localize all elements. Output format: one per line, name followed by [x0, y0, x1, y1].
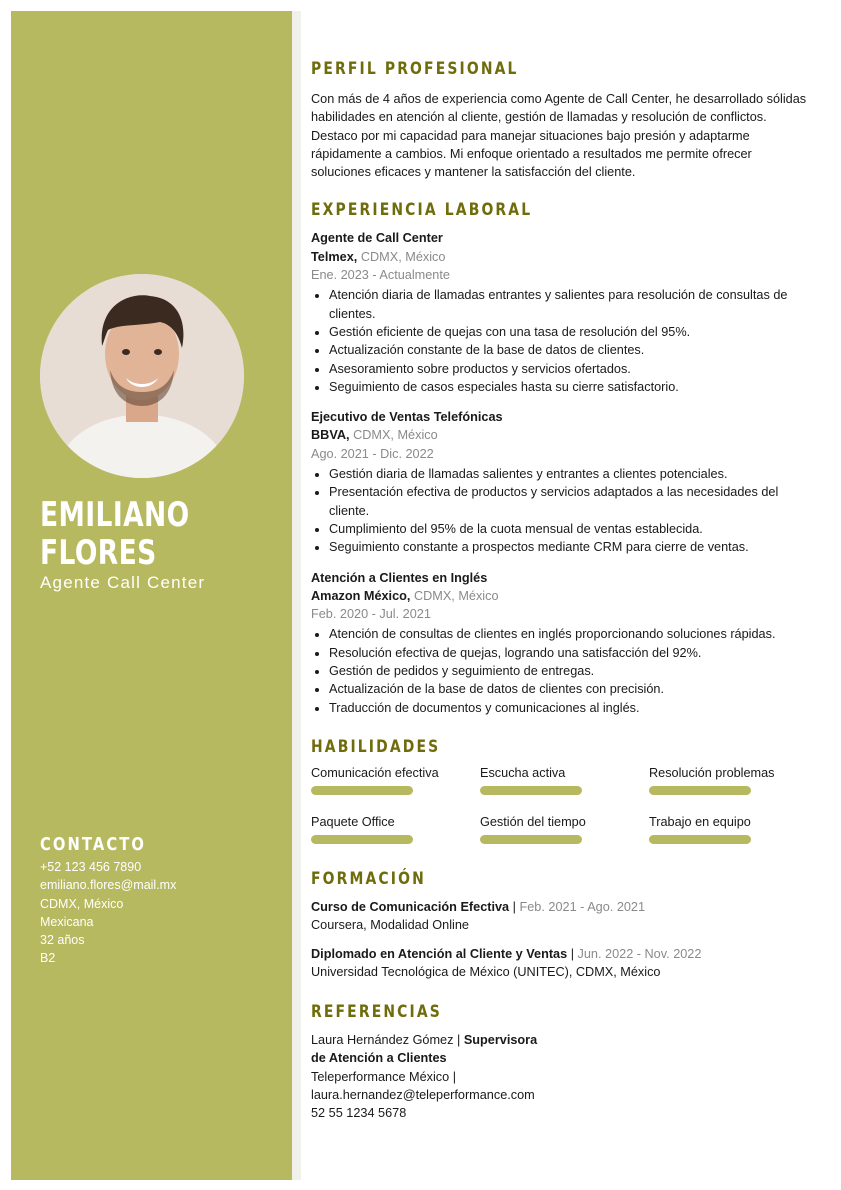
job-bullet: • Seguimiento constante a prospectos mediante CRM para cierre de ventas. [329, 538, 811, 556]
education-course: Diplomado en Atención al Cliente y Ventas [311, 946, 568, 961]
name-line-2: FLORES [40, 533, 157, 573]
experience-title: EXPERIENCIA LABORAL [311, 200, 533, 221]
contact-nationality: Mexicana [40, 914, 94, 929]
job-company-line [311, 587, 811, 605]
profile-photo [40, 274, 244, 478]
reference-phone[interactable]: 52 55 1234 5678 [311, 1106, 407, 1121]
job-location: CDMX, México [360, 249, 446, 264]
job-bullet: • Gestión eficiente de quejas con una tasa de resolución del 95%. [329, 323, 811, 341]
reference-company: Teleperformance México | [311, 1069, 457, 1084]
job-bullet: • Traducción de documentos y comunicaciones al inglés. [329, 699, 811, 717]
skill-item [649, 764, 809, 795]
education-title: FORMACIÓN [311, 868, 426, 889]
job-entry [311, 408, 811, 556]
contact-list [40, 858, 176, 968]
education-separator: | [570, 946, 574, 961]
education-item [311, 898, 811, 935]
job-dates: Ene. 2023 - Actualmente [311, 268, 450, 283]
job-location: CDMX, México [353, 428, 438, 443]
skill-bar [311, 835, 413, 844]
skill-bar [649, 786, 751, 795]
contact-email[interactable]: emiliano.flores@mail.mx [40, 878, 177, 893]
job-bullet: • Cumplimiento del 95% de la cuota mensual de ventas establecida. [329, 520, 811, 538]
skill-label: Gestión del tiempo [480, 814, 586, 829]
education-item [311, 945, 811, 982]
job-company: BBVA, [311, 428, 350, 443]
job-role: Ejecutivo de Ventas Telefónicas [311, 410, 503, 425]
skill-label: Escucha activa [480, 765, 566, 780]
skill-bar [649, 835, 751, 844]
job-entry [311, 569, 811, 717]
job-company-line [311, 426, 811, 444]
main-content [311, 60, 811, 1123]
job-bullets [311, 625, 811, 716]
candidate-name [40, 496, 231, 572]
job-role: Atención a Clientes en Inglés [311, 570, 488, 585]
skill-bar [480, 786, 582, 795]
skill-item [311, 813, 471, 844]
job-company: Telmex, [311, 249, 358, 264]
job-bullet: • Actualización constante de la base de datos de clientes. [329, 341, 811, 359]
job-bullet: • Atención diaria de llamadas entrantes y salientes para resolución de consultas de clientes. [329, 286, 811, 323]
references-title: REFERENCIAS [311, 1002, 442, 1023]
job-role: Agente de Call Center [311, 231, 443, 246]
job-location: CDMX, México [413, 588, 499, 603]
job-bullet: • Presentación efectiva de productos y servicios adaptados a las necesidades del cliente. [329, 483, 811, 520]
job-company-line [311, 248, 811, 266]
name-line-1: EMILIANO [40, 495, 190, 535]
contact-title: CONTACTO [40, 834, 146, 855]
skill-label: Resolución problemas [649, 765, 775, 780]
contact-phone[interactable]: +52 123 456 7890 [40, 860, 142, 874]
education-institution: Coursera, Modalidad Online [311, 918, 469, 933]
job-bullet: • Gestión de pedidos y seguimiento de entregas. [329, 662, 811, 680]
reference-role-1: Supervisora [463, 1033, 538, 1048]
contact-location: CDMX, México [40, 896, 124, 911]
skill-label: Paquete Office [311, 814, 395, 829]
education-separator: | [512, 899, 516, 914]
education-dates: Feb. 2021 - Ago. 2021 [519, 899, 646, 914]
job-bullet: • Resolución efectiva de quejas, logrando una satisfacción del 92%. [329, 644, 811, 662]
job-bullet: • Atención de consultas de clientes en inglés proporcionando soluciones rápidas. [329, 625, 811, 643]
skills-grid [311, 764, 811, 874]
sidebar [11, 11, 292, 1180]
job-bullet: • Asesoramiento sobre productos y servicios ofertados. [329, 360, 811, 378]
reference-role-2: de Atención a Clientes [311, 1051, 447, 1066]
reference-email[interactable]: laura.hernandez@teleperformance.com [311, 1087, 535, 1102]
job-bullets [311, 286, 811, 396]
skills-title: HABILIDADES [311, 736, 441, 757]
job-bullets [311, 465, 811, 556]
education-course: Curso de Comunicación Efectiva [311, 899, 510, 914]
reference-name: Laura Hernández Gómez | [311, 1033, 461, 1048]
sidebar-edge [292, 11, 301, 1180]
job-company: Amazon México, [311, 588, 411, 603]
skill-bar [311, 786, 413, 795]
contact-age: 32 años [40, 933, 85, 948]
skill-label: Comunicación efectiva [311, 765, 439, 780]
contact-level: B2 [40, 951, 56, 966]
education-dates: Jun. 2022 - Nov. 2022 [577, 946, 702, 961]
skill-item [649, 813, 809, 844]
job-bullet: • Seguimiento de casos especiales hasta su cierre satisfactorio. [329, 378, 811, 396]
skill-label: Trabajo en equipo [649, 814, 751, 829]
skill-item [480, 813, 640, 844]
reference-block [311, 1031, 811, 1122]
education-institution: Universidad Tecnológica de México (UNITEC), CDMX, México [311, 964, 661, 979]
skill-item [311, 764, 471, 795]
profile-text: Con más de 4 años de experiencia como Agente de Call Center, he desarrollado sólidas habilidades en atención al cliente, gestión de llamadas y resolución de conflictos. Destaco por mi capacidad para manejar situaciones bajo presión y adaptarme rápidamente a cambios. Mi enfoque orientado a resultados me permite ofrecer soluciones eficaces y mantener la satisfacción del cliente. [311, 92, 807, 180]
job-entry [311, 229, 811, 396]
job-bullet: • Gestión diaria de llamadas salientes y entrantes a clientes potenciales. [329, 465, 811, 483]
job-dates: Feb. 2020 - Jul. 2021 [311, 607, 431, 622]
skill-item [480, 764, 640, 795]
profile-title: PERFIL PROFESIONAL [311, 59, 519, 79]
job-title: Agente Call Center [40, 573, 206, 592]
job-bullet: • Actualización de la base de datos de clientes con precisión. [329, 680, 811, 698]
job-dates: Ago. 2021 - Dic. 2022 [311, 446, 434, 461]
skill-bar [480, 835, 582, 844]
